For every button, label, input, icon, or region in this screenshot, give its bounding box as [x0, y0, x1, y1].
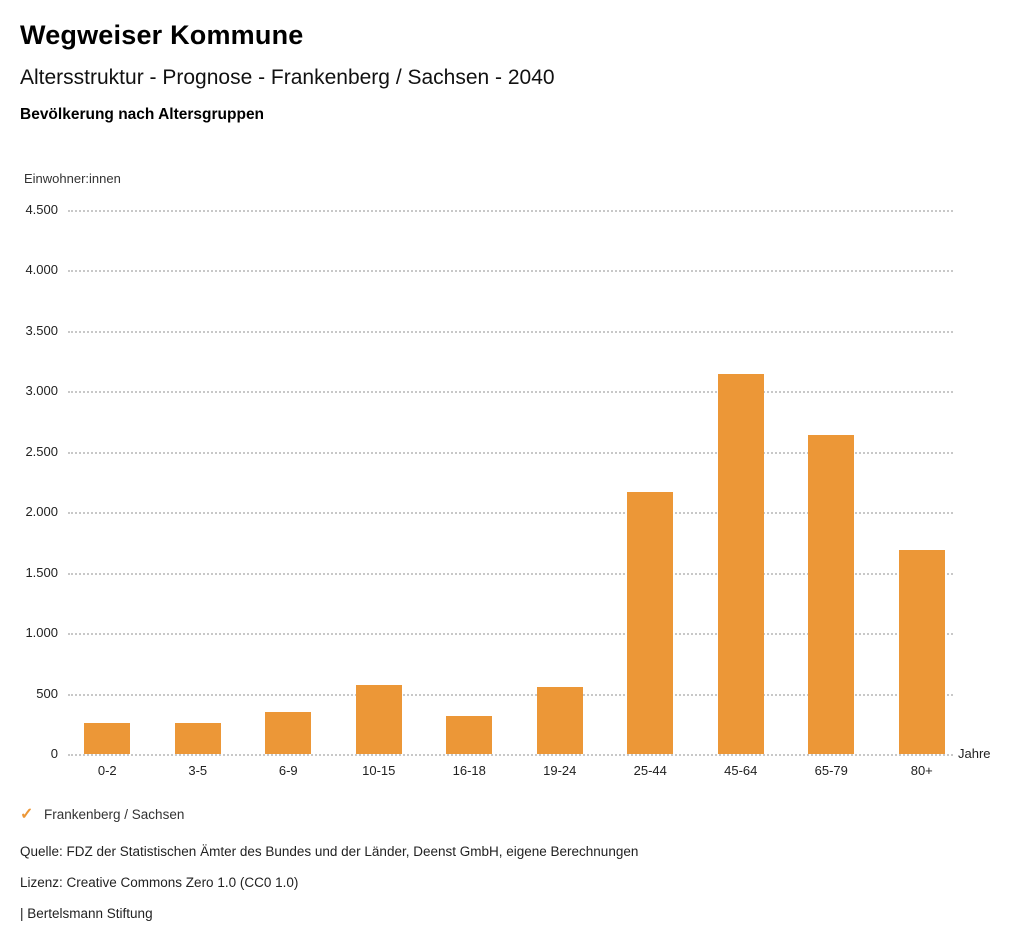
bar-25-44[interactable] — [627, 492, 673, 754]
y-tick-label: 1.500 — [25, 564, 58, 580]
y-tick-label: 3.000 — [25, 383, 58, 399]
bar-slot-45-64 — [696, 210, 787, 754]
bar-slot-6-9 — [243, 210, 334, 754]
x-axis-title: Jahre — [958, 746, 991, 761]
bar-45-64[interactable] — [718, 374, 764, 754]
page-title: Altersstruktur - Prognose - Frankenberg / Sachsen - 2040 — [20, 66, 555, 89]
bar-slot-25-44 — [605, 210, 696, 754]
bar-slot-3-5 — [153, 210, 244, 754]
bar-10-15[interactable] — [356, 685, 402, 754]
bar-3-5[interactable] — [175, 723, 221, 754]
legend-label: Frankenberg / Sachsen — [44, 806, 185, 822]
bar-slot-65-79 — [786, 210, 877, 754]
bar-6-9[interactable] — [265, 712, 311, 754]
check-icon: ✓ — [20, 806, 34, 823]
x-tick-label-65-79: 65-79 — [814, 763, 848, 778]
x-tick-label-6-9: 6-9 — [278, 763, 298, 778]
x-tick-label-3-5: 3-5 — [188, 763, 208, 778]
x-tick-label-25-44: 25-44 — [633, 763, 667, 778]
y-tick-label: 3.500 — [25, 322, 58, 338]
bar-80+[interactable] — [899, 550, 945, 754]
legend-item-frankenberg-sachsen[interactable] — [20, 804, 184, 824]
x-tick-label-16-18: 16-18 — [452, 763, 486, 778]
bar-slot-80+ — [877, 210, 968, 754]
x-tick-label-0-2: 0-2 — [97, 763, 117, 778]
attribution-text: | Bertelsmann Stiftung — [20, 906, 153, 921]
bar-65-79[interactable] — [808, 435, 854, 754]
bar-19-24[interactable] — [537, 687, 583, 754]
bar-slot-16-18 — [424, 210, 515, 754]
y-tick-label: 2.000 — [25, 504, 58, 520]
y-axis-title: Einwohner:innen — [24, 171, 121, 186]
x-tick-label-10-15: 10-15 — [362, 763, 396, 778]
y-tick-label: 0 — [50, 746, 58, 761]
bar-chart-plot-area — [62, 210, 967, 754]
bar-slot-19-24 — [515, 210, 606, 754]
source-text: Quelle: FDZ der Statistischen Ämter des Bundes und der Länder, Deenst GmbH, eigene Berechnungen — [20, 844, 639, 859]
bar-slot-10-15 — [334, 210, 425, 754]
x-axis — [62, 763, 967, 783]
x-tick-label-80+: 80+ — [910, 763, 933, 778]
app-title: Wegweiser Kommune — [20, 20, 304, 50]
x-tick-label-19-24: 19-24 — [543, 763, 577, 778]
bar-16-18[interactable] — [446, 716, 492, 754]
y-tick-label: 500 — [36, 685, 58, 701]
bar-0-2[interactable] — [84, 723, 130, 754]
x-tick-label-45-64: 45-64 — [724, 763, 758, 778]
license-text: Lizenz: Creative Commons Zero 1.0 (CC0 1.0) — [20, 875, 299, 890]
y-tick-label: 4.500 — [25, 202, 58, 217]
chart-title: Bevölkerung nach Altersgruppen — [20, 106, 265, 123]
y-tick-label: 1.000 — [25, 625, 58, 641]
y-tick-label: 2.500 — [25, 443, 58, 459]
y-tick-label: 4.000 — [25, 262, 58, 278]
gridline-0 — [68, 754, 953, 756]
y-axis — [0, 202, 58, 761]
bar-slot-0-2 — [62, 210, 153, 754]
